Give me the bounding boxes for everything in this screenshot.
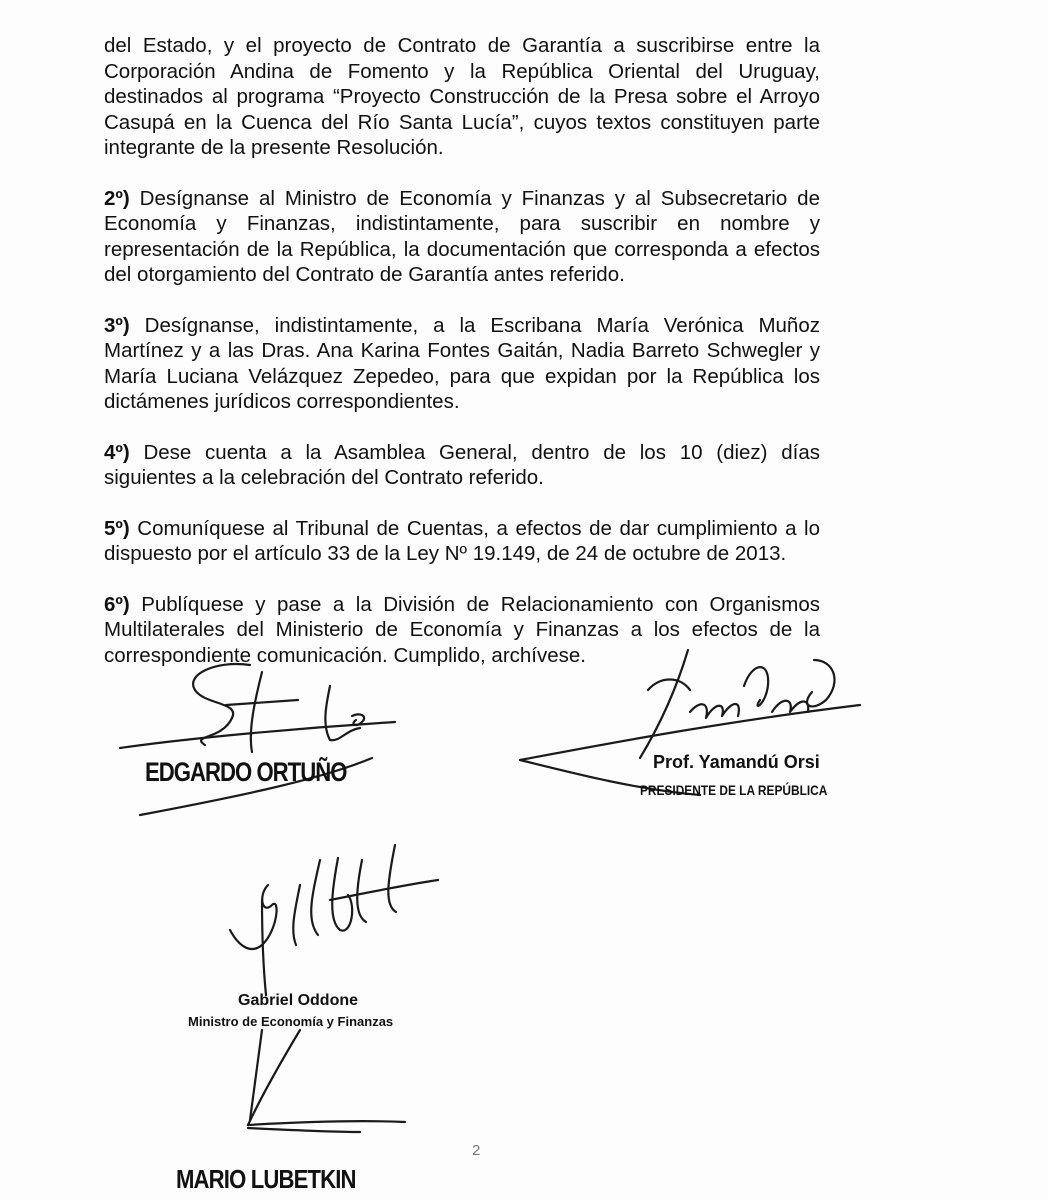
paragraph-1: del Estado, y el proyecto de Contrato de Garantía a suscribirse entre la Corporación Andina de Fomento y la República Oriental del Uruguay, destinados al programa “Proyecto Construcción de la Presa sobre el Arroyo Casupá en la Cuenca del Río Santa Lucía”, cuyos textos constituyen parte integrante de la presente Resolución.: [104, 34, 820, 159]
paragraph-6: 6º) Publíquese y pase a la División de Relacionamiento con Organismos Multilaterales del Ministerio de Economía y Finanzas a los efectos de la correspondiente comunicación. Cumplido, archívese.: [104, 592, 820, 667]
paragraph-3: 3º) Desígnanse, indistintamente, a la Escribana María Verónica Muñoz Martínez y a las Dras. Ana Karina Fontes Gaitán, Nadia Barreto Schwegler y María Luciana Velázquez Zepedeo, para que expidan por la República los dictámenes jurídicos correspondientes.: [104, 313, 820, 413]
signatory-orsi-title: PRESIDENTE DE LA REPÚBLICA: [640, 782, 828, 798]
signatory-oddone-title: Ministro de Economía y Finanzas: [188, 1014, 394, 1029]
paragraph-2: 2º) Desígnanse al Ministro de Economía y Finanzas y al Subsecretario de Economía y Finanzas, indistintamente, para suscribir en nombre y representación de la República, la documentación que corresponda a efectos del otorgamiento del Contrato de Garantía antes referido.: [104, 186, 820, 286]
signatory-ortuno-name: EDGARDO ORTUÑO: [145, 757, 347, 787]
paragraph-5: 5º) Comuníquese al Tribunal de Cuentas, a efectos de dar cumplimiento a lo dispuesto por el artículo 33 de la Ley Nº 19.149, de 24 de octubre de 2013.: [104, 516, 820, 565]
paragraph-4: 4º) Dese cuenta a la Asamblea General, dentro de los 10 (diez) días siguientes a la celebración del Contrato referido.: [104, 440, 820, 489]
oddone-signature: [230, 885, 277, 949]
signatory-orsi-name: Prof. Yamandú Orsi: [653, 752, 820, 772]
signatory-lubetkin-name: MARIO LUBETKIN: [176, 1164, 356, 1194]
page-number: 2: [472, 1142, 481, 1159]
signatory-oddone-name: Gabriel Oddone: [238, 992, 359, 1009]
orsi-signature: [640, 650, 688, 758]
